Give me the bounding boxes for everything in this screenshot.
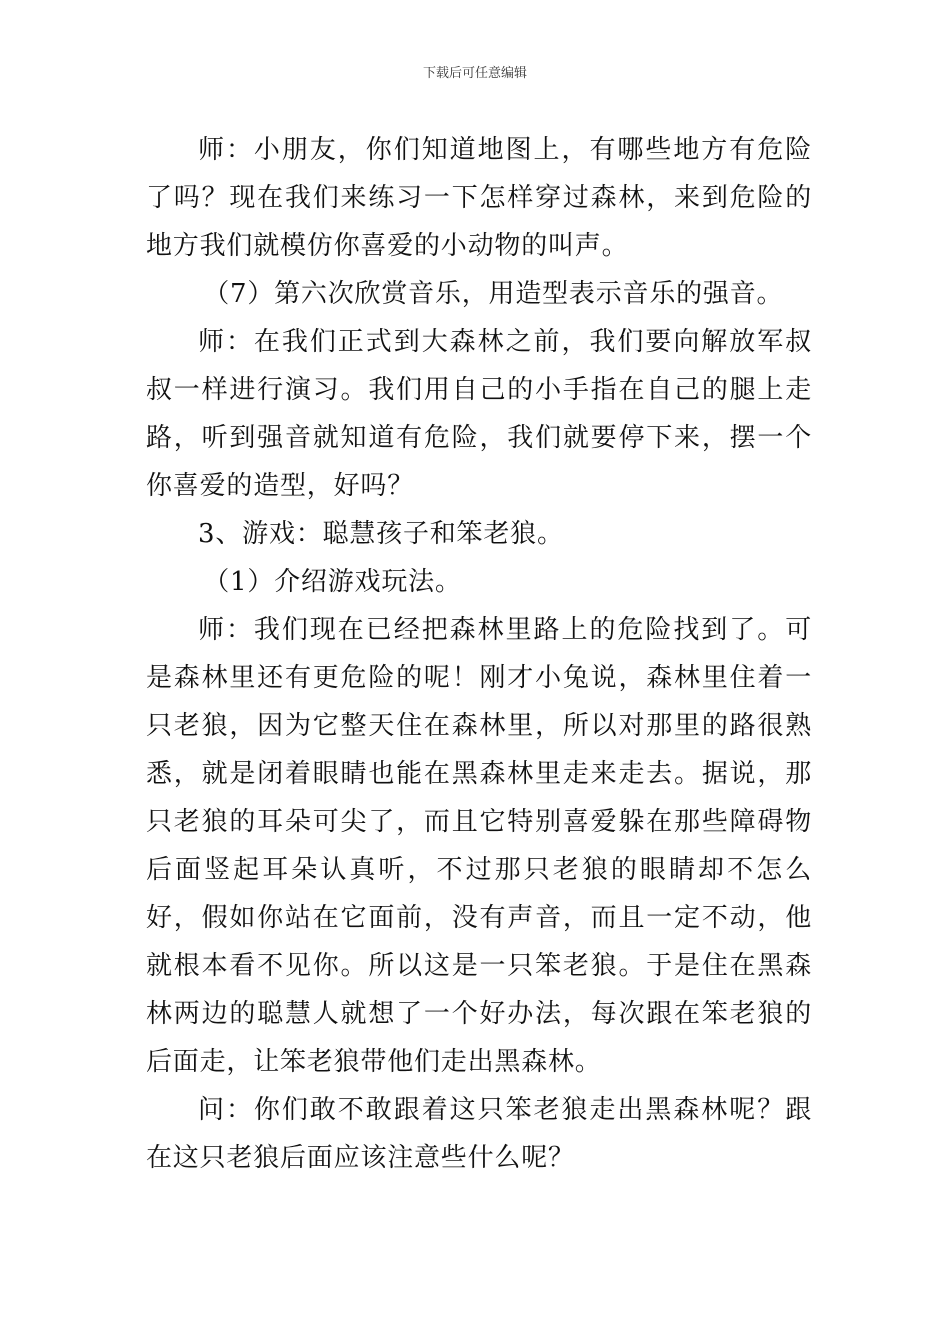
paragraph-teacher-wolf-story: 师：我们现在已经把森林里路上的危险找到了。可是森林里还有更危险的呢！刚才小兔说，森林里住着一只老狼，因为它整天住在森林里，所以对那里的路很熟悉，就是闭着眼睛也能在黑森林里走来走去。据说，那只老狼的耳朵可尖了，而且它特别喜爱躲在那些障碍物后面竖起耳朵认真听，不过那只老狼的眼睛却不怎么好，假如你站在它面前，没有声音，而且一定不动，他就根本看不见你。所以这是一只笨老狼。于是住在黑森林两边的聪慧人就想了一个好办法，每次跟在笨老狼的后面走，让笨老狼带他们走出黑森林。	[146, 615, 812, 1077]
document-body	[146, 126, 812, 1182]
paragraph-step-1: （1）介绍游戏玩法。	[203, 567, 462, 597]
paragraph-teacher-drill: 师：在我们正式到大森林之前，我们要向解放军叔叔一样进行演习。我们用自己的小手指在自己的腿上走路，听到强音就知道有危险，我们就要停下来，摆一个你喜爱的造型，好吗？	[146, 327, 812, 501]
paragraph-teacher-map: 师：小朋友，你们知道地图上，有哪些地方有危险了吗？现在我们来练习一下怎样穿过森林，来到危险的地方我们就模仿你喜爱的小动物的叫声。	[146, 135, 812, 261]
paragraph-section-3: 3、游戏：聪慧孩子和笨老狼。	[198, 519, 564, 549]
page-header: 下载后可任意编辑	[422, 66, 527, 81]
paragraph-question: 问：你们敢不敢跟着这只笨老狼走出黑森林呢？跟在这只老狼后面应该注意些什么呢？	[146, 1095, 812, 1173]
paragraph-step-7: （7）第六次欣赏音乐，用造型表示音乐的强音。	[203, 279, 784, 309]
